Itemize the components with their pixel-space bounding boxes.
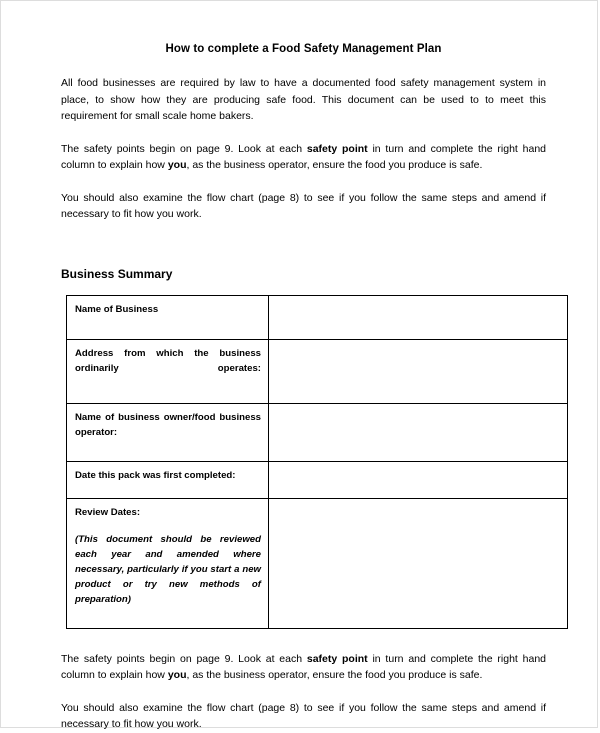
you-bold: you: [167, 159, 187, 171]
value-cell-owner-name[interactable]: [269, 403, 568, 461]
spacer: [61, 629, 546, 651]
section-heading-business-summary: Business Summary: [61, 266, 173, 281]
table-row: [67, 339, 568, 403]
safety-points-text-part3: , as the business operator, ensure the food you produce is safe.: [186, 159, 483, 171]
closing-flow-chart-paragraph: You should also examine the flow chart (page 8) to see if you follow the same steps and amend if necessary to fit how you work.: [61, 701, 546, 730]
value-cell-address[interactable]: [269, 339, 568, 403]
closing-safety-point-bold: safety point: [306, 652, 368, 665]
closing-safety-points-text-part2: in turn and complete the right hand column to explain how: [61, 652, 546, 681]
label-cell-address: [67, 339, 269, 403]
safety-points-paragraph: [61, 141, 546, 174]
document-content: [61, 43, 546, 733]
label-text: Name of Business: [75, 303, 159, 315]
closing-safety-points-text-part1: The safety points begin on page 9. Look at each: [61, 652, 307, 665]
value-cell-date-completed[interactable]: [269, 461, 568, 498]
table-row: [67, 498, 568, 628]
table-row: [67, 295, 568, 339]
label-cell-review-dates: [67, 498, 269, 628]
label-cell-owner-name: [67, 403, 269, 461]
safety-points-text-part2: in turn and complete the right hand column to explain how: [61, 142, 546, 171]
value-cell-review-dates[interactable]: [269, 498, 568, 628]
intro-paragraph: All food businesses are required by law to have a documented food safety management system in place, to show how they are producing safe food. This document can be used to to meet this requirement for small scale home bakers.: [61, 77, 546, 122]
label-cell-name-of-business: [67, 295, 269, 339]
closing-safety-points-paragraph: [61, 651, 546, 684]
business-summary-table: [66, 295, 568, 629]
page-title: How to complete a Food Safety Management Plan: [165, 43, 442, 55]
label-text: Name of business owner/food business operator:: [75, 411, 261, 438]
flow-chart-paragraph: You should also examine the flow chart (page 8) to see if you follow the same steps and amend if necessary to fit how you work.: [61, 191, 546, 220]
label-cell-date-completed: [67, 461, 269, 498]
table-row: [67, 461, 568, 498]
safety-points-text-part1: The safety points begin on page 9. Look at each: [61, 142, 307, 155]
closing-safety-points-text-part3: , as the business operator, ensure the food you produce is safe.: [186, 669, 483, 681]
label-text: Date this pack was first completed:: [75, 469, 236, 481]
value-cell-name-of-business[interactable]: [269, 295, 568, 339]
spacer: [61, 239, 546, 267]
review-dates-note: (This document should be reviewed each year and amended where necessary, particularly if you start a new product or try new methods of preparation): [75, 533, 261, 605]
safety-point-bold: safety point: [306, 142, 368, 155]
label-text: Address from which the business ordinarily operates:: [75, 347, 261, 374]
label-text: Review Dates:: [75, 506, 141, 518]
table-row: [67, 403, 568, 461]
closing-you-bold: you: [167, 669, 187, 681]
